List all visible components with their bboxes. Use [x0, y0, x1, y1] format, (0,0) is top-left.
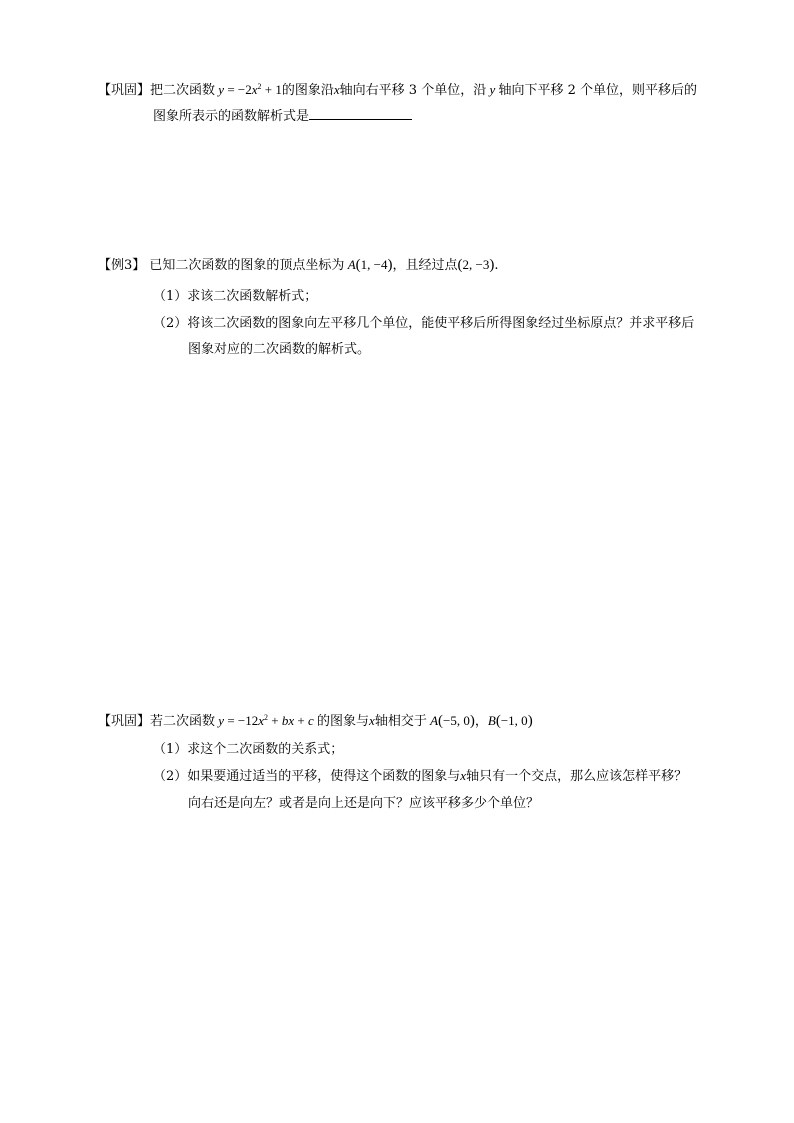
problem-3-sep: ， [474, 714, 488, 729]
problem-3-tag: 【巩固】 [98, 714, 151, 729]
problem-1-formula: $y = -2x^2 + 1$ [218, 82, 282, 97]
problem-1-tag: 【巩固】 [98, 83, 151, 98]
problem-1-line-2-text: 图象所表示的函数解析式是 [153, 109, 310, 124]
problem-2-point-b: (2, −3) [457, 257, 495, 273]
problem-2-tag: 【例3】 [98, 258, 146, 273]
problem-2-intro-c: . [494, 258, 499, 273]
problem-3-q1: （1）求这个二次函数的关系式； [153, 742, 344, 757]
problem-3-text-c: 轴相交于 [374, 714, 427, 729]
problem-1-text-c: 轴向右平移 3 个单位，沿 [339, 83, 487, 98]
problem-2-intro-b: ，且经过点 [392, 258, 458, 273]
problem-3-line-1 [98, 709, 533, 731]
problem-1-var-x: x [333, 82, 340, 97]
problem-3-point-b: B(−1, 0) [487, 713, 533, 729]
problem-1-text-d: 轴向下平移 2 个单位，则平移后的 [498, 83, 698, 98]
problem-2-intro-a: 已知二次函数的图象的顶点坐标为 [149, 258, 345, 273]
problem-1-text-b: 的图象沿 [281, 83, 334, 98]
problem-3-q2-line-1-b: 轴只有一个交点，那么应该怎样平移？ [466, 769, 688, 784]
problem-3-formula: $y = -12x^2$ + bx + c [218, 713, 314, 728]
problem-3-q2-line-1 [153, 767, 687, 786]
problem-3-point-a: A(−5, 0) [430, 713, 475, 729]
problem-2-point-a: A(1, −4) [347, 257, 393, 273]
problem-3-q2-line-2: 向右还是向左？或者是向上还是向下？应该平移多少个单位？ [188, 796, 540, 811]
problem-3-var-x: x [369, 713, 375, 728]
problem-1-var-y: y [489, 82, 496, 97]
problem-3-q2-line-1-a: （2）如果要通过适当的平移，使得这个函数的图象与 [153, 769, 461, 784]
problem-3-text-a: 若二次函数 [150, 714, 216, 729]
problem-2-q1: （1）求该二次函数解析式； [153, 289, 318, 304]
answer-blank[interactable] [309, 107, 412, 120]
problem-2-line-1 [98, 256, 498, 275]
problem-2-q2-line-2: 图象对应的二次函数的解析式。 [188, 342, 371, 357]
problem-1-line-2 [153, 107, 412, 126]
problem-3-q2-var-x: x [460, 768, 467, 783]
problem-1-line-1 [98, 78, 697, 100]
problem-2-q2-line-1: （2）将该二次函数的图象向左平移几个单位，能使平移后所得图象经过坐标原点？并求平移后 [153, 316, 695, 331]
problem-3-text-b: 的图象与 [317, 714, 370, 729]
problem-1-text-a: 把二次函数 [150, 83, 216, 98]
